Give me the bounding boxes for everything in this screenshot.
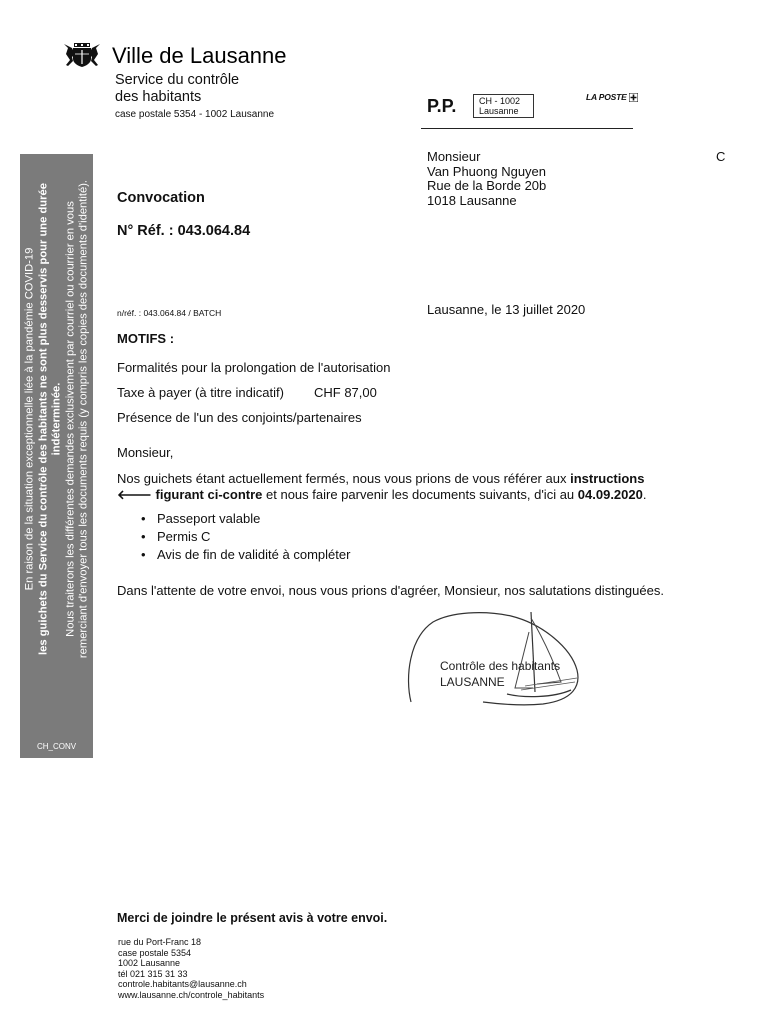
- tax-label: Taxe à payer (à titre indicatif): [117, 385, 284, 400]
- salutation: Monsieur,: [117, 445, 174, 460]
- swiss-cross-icon: [629, 93, 638, 102]
- tax-value: CHF 87,00: [314, 385, 377, 400]
- paragraph-line-2: 🡐 figurant ci-contre et nous faire parvenir les documents suivants, d'ici au 04.09.2020.: [117, 486, 647, 502]
- pp-box: [473, 94, 534, 118]
- footer-line: 1002 Lausanne: [118, 958, 181, 969]
- thanks-note: Merci de joindre le présent avis à votre envoi.: [117, 911, 388, 925]
- list-item: • Permis C: [138, 528, 350, 546]
- list-item: • Avis de fin de validité à compléter: [138, 546, 350, 564]
- notice-line-3: Nous traiterons les différentes demandes exclusivement par courriel ou courrier en vous: [63, 201, 76, 637]
- stamp-line-1: Contrôle des habitants: [440, 659, 561, 673]
- left-arrow-icon: 🡐: [117, 486, 152, 502]
- deadline-date: 04.09.2020: [577, 486, 643, 502]
- la-poste-logo: [586, 92, 638, 103]
- stamp-line-2: LAUSANNE: [440, 675, 505, 689]
- motif-item: Formalités pour la prolongation de l'autorisation: [117, 360, 391, 375]
- notice-line-4: remerciant d'envoyer tous les documents requis (y compris les copies des documents d'identité).: [76, 179, 89, 659]
- instructions-paragraph: [117, 471, 646, 502]
- footer-contact: [118, 937, 264, 1001]
- lausanne-crest-icon: [60, 41, 104, 67]
- postage-rule: [421, 128, 633, 129]
- signature-stamp: [403, 608, 591, 708]
- footer-line: tél 021 315 31 33: [118, 968, 188, 979]
- small-reference: n/réf. : 043.064.84 / BATCH: [117, 308, 222, 318]
- service-line-1: Service du contrôle: [115, 72, 240, 88]
- pp-label: P.P.: [427, 96, 457, 116]
- closing-sentence: Dans l'attente de votre envoi, nous vous prions d'agréer, Monsieur, nos salutations distinguées.: [117, 583, 664, 598]
- sidebar-code: CH_CONV: [36, 742, 77, 751]
- reference-number: N° Réf. : 043.064.84: [117, 223, 251, 239]
- paragraph-line-1: Nos guichets étant actuellement fermés, nous vous prions de vous référer aux instructions: [117, 471, 645, 486]
- recipient-line: Van Phuong Nguyen: [427, 163, 547, 179]
- city-name: Ville de Lausanne: [112, 43, 287, 68]
- sailboat-signature-icon: [403, 608, 591, 708]
- recipient-line: 1018 Lausanne: [427, 192, 517, 208]
- service-line-2: des habitants: [115, 89, 202, 105]
- footer-email-link[interactable]: controle.habitants@lausanne.ch: [118, 979, 247, 990]
- footer-line: rue du Port-Franc 18: [118, 937, 202, 947]
- pp-box-line-2: Lausanne: [479, 106, 519, 116]
- corner-mark: C: [716, 149, 726, 164]
- motifs-heading: MOTIFS :: [117, 331, 175, 346]
- footer-website-link[interactable]: www.lausanne.ch/controle_habitants: [118, 989, 265, 1000]
- recipient-address: [427, 150, 546, 208]
- footer-line: case postale 5354: [118, 947, 192, 958]
- covid-notice-sidebar: [20, 154, 93, 758]
- required-documents-list: [138, 510, 350, 564]
- service-name: [115, 72, 239, 106]
- pp-postage-block: [421, 94, 534, 120]
- covid-notice-text: [23, 164, 91, 674]
- carrier-name: LA POSTE: [586, 92, 627, 102]
- letter-title: Convocation: [117, 190, 205, 206]
- recipient-line: Rue de la Borde 20b: [427, 178, 547, 193]
- recipient-line: Monsieur: [427, 149, 481, 164]
- list-item: • Passeport valable: [138, 510, 350, 528]
- pp-box-line-1: CH - 1002: [479, 96, 521, 106]
- motif-item: Présence de l'un des conjoints/partenaires: [117, 410, 362, 425]
- notice-line-1: En raison de la situation exceptionnelle liée à la pandémie COVID-19: [22, 247, 35, 591]
- notice-line-2: les guichets du Service du contrôle des habitants ne sont plus desservis pour une durée indéterminée.: [36, 183, 62, 655]
- letter-date: Lausanne, le 13 juillet 2020: [427, 302, 586, 317]
- postal-address: case postale 5354 - 1002 Lausanne: [115, 109, 275, 120]
